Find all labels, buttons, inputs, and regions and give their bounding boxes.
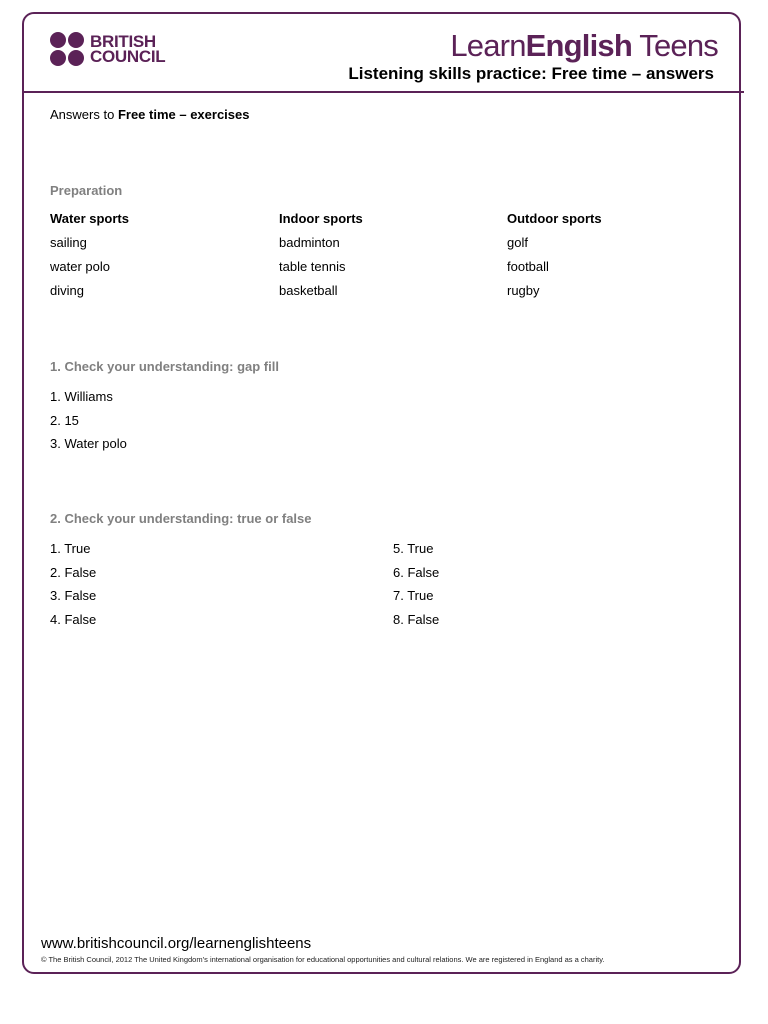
- page-frame: [22, 12, 741, 974]
- british-council-logo: [50, 32, 165, 66]
- answer-item: 2. 15: [50, 412, 79, 428]
- brand-teens: Teens: [639, 28, 718, 63]
- logo-dots-icon: [50, 32, 84, 66]
- gap-fill-answers: [50, 389, 127, 460]
- answer-item: 3. Water polo: [50, 436, 127, 451]
- list-item: water polo: [50, 259, 110, 274]
- footer-copyright: © The British Council, 2012 The United Kingdom’s international organisation for educational opportunities and cultural relations. We are registered in England as a charity.: [41, 955, 605, 964]
- true-false-answers-left: [50, 541, 96, 635]
- logo-line-1: BRITISH: [90, 32, 156, 51]
- answer-item: 8. False: [393, 611, 440, 627]
- true-false-heading: 2. Check your understanding: true or false: [50, 511, 312, 526]
- answer-item: 4. False: [50, 611, 97, 627]
- answer-item: 7. True: [393, 588, 434, 603]
- list-item: basketball: [279, 283, 338, 298]
- footer-url: www.britishcouncil.org/learnenglishteens: [41, 935, 312, 952]
- brand-english: English: [525, 28, 632, 63]
- learnenglish-teens-logo: [450, 28, 718, 64]
- column-indoor-sports: [279, 211, 363, 307]
- document-title: Listening skills practice: Free time – answers: [348, 64, 714, 83]
- column-title: Water sports: [50, 211, 129, 226]
- gap-fill-heading: 1. Check your understanding: gap fill: [50, 359, 279, 374]
- answer-item: 1. Williams: [50, 389, 113, 404]
- list-item: table tennis: [279, 259, 346, 274]
- logo-line-2: COUNCIL: [90, 47, 166, 66]
- intro-prefix: Answers to: [50, 107, 115, 122]
- column-title: Outdoor sports: [507, 211, 602, 226]
- preparation-heading: Preparation: [50, 183, 123, 198]
- intro-line: [50, 107, 249, 122]
- answer-item: 2. False: [50, 564, 97, 580]
- list-item: diving: [50, 283, 84, 298]
- column-outdoor-sports: [507, 211, 602, 307]
- list-item: rugby: [507, 283, 540, 298]
- true-false-answers-right: [393, 541, 439, 635]
- intro-bold: Free time – exercises: [117, 107, 250, 122]
- list-item: badminton: [279, 235, 340, 250]
- list-item: football: [507, 259, 549, 274]
- answer-item: 6. False: [393, 564, 440, 580]
- answer-item: 3. False: [50, 588, 97, 603]
- answer-item: 1. True: [50, 541, 91, 556]
- header-divider: [23, 91, 744, 93]
- list-item: sailing: [50, 235, 87, 250]
- brand-learn: Learn: [450, 28, 526, 63]
- column-water-sports: [50, 211, 129, 307]
- list-item: golf: [507, 235, 528, 250]
- answer-item: 5. True: [393, 541, 434, 556]
- column-title: Indoor sports: [279, 211, 363, 226]
